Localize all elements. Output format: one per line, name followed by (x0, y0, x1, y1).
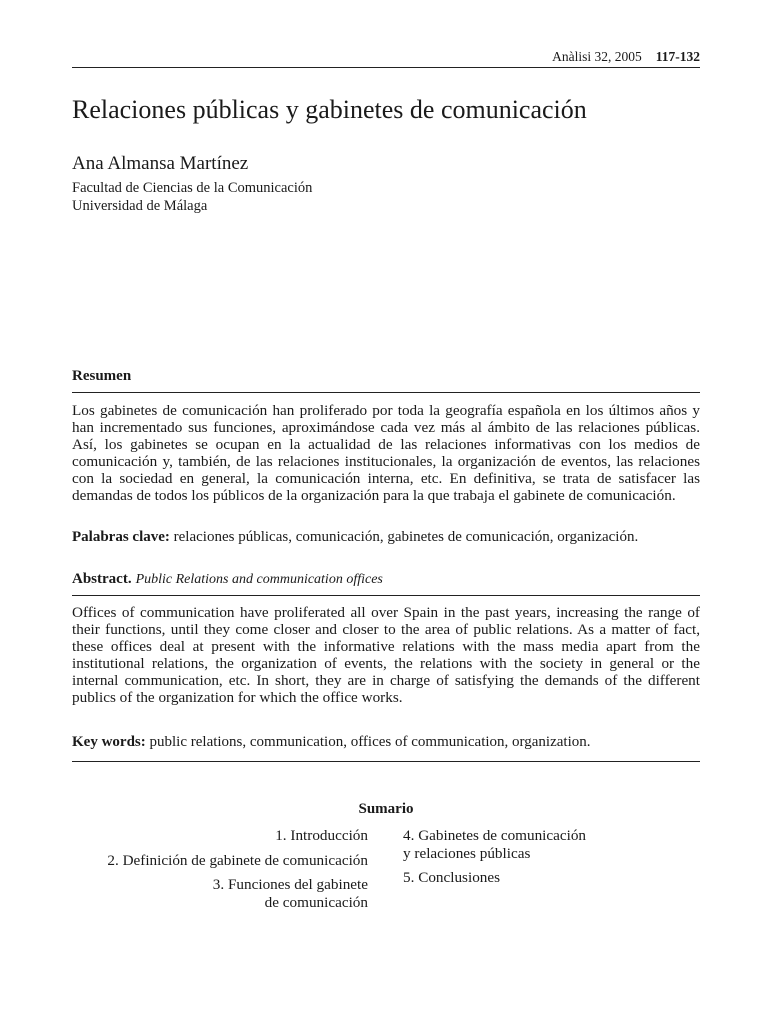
journal-citation: Anàlisi 32, 2005 (552, 49, 642, 64)
sumario-left-column (107, 827, 368, 918)
affiliation-university: Universidad de Málaga (72, 198, 208, 214)
toc-item: 4. Gabinetes de comunicación y relaciones públicas (403, 827, 587, 862)
toc-item: 3. Funciones del gabinete de comunicación (212, 876, 368, 911)
key-words-label: Key words: (72, 734, 146, 750)
author-name: Ana Almansa Martínez (72, 153, 249, 174)
resumen-heading: Resumen (72, 368, 132, 384)
key-words-text: public relations, communication, offices of communication, organization. (149, 734, 591, 750)
resumen-body: Los gabinetes de comunicación han proliferado por toda la geografía española en los últimos años y han incrementado sus funciones, aproximándose cada vez más al ámbito de las relaciones públicas. Así, los gabinetes se ocupan en la actualidad de las relaciones informativas con los medios de comunicación y, también, de las relaciones institucionales, la organización de eventos, las relaciones con la sociedad en general, la comunicación interna, etc. En definitiva, se trata de satisfacer las demandas de todos los públicos de la organización para la que trabaja el gabinete de comunicación. (72, 402, 700, 505)
sumario-right-column (403, 827, 586, 894)
page-range: 117-132 (655, 49, 700, 64)
abstract-title: Public Relations and communication offices (135, 572, 383, 587)
sumario-heading: Sumario (358, 801, 414, 817)
abstract-bottom-rule (72, 761, 700, 762)
article-title: Relaciones públicas y gabinetes de comunicación (72, 95, 587, 124)
header-rule (72, 67, 700, 68)
affiliation-faculty: Facultad de Ciencias de la Comunicación (72, 180, 313, 196)
toc-item: 5. Conclusiones (403, 869, 501, 886)
article-page (72, 0, 700, 1024)
keywords-label: Palabras clave: (72, 529, 170, 545)
toc-item: 1. Introducción (275, 827, 368, 844)
author-affiliation (72, 179, 312, 215)
resumen-rule (72, 392, 700, 393)
toc-item: 2. Definición de gabinete de comunicación (107, 851, 368, 869)
abstract-keywords (72, 734, 700, 751)
abstract-body: Offices of communication have proliferated all over Spain in the past years, increasing the range of their functions, until they come closer and closer to the area of public relations. As a matter of fact, these offices deal at present with the informative relations with the mass media apart from the institutional relations, the organization of events, the relations with the society in general or the internal communication, etc. In short, they are in charge of satisfying the demands of the different publics of the organization for which the office works. (72, 604, 700, 707)
running-head (552, 49, 700, 65)
resumen-keywords (72, 529, 700, 546)
abstract-heading: Abstract. Public Relations and communication offices (72, 571, 383, 587)
keywords-text: relaciones públicas, comunicación, gabinetes de comunicación, organización. (173, 529, 639, 545)
abstract-rule (72, 595, 700, 596)
